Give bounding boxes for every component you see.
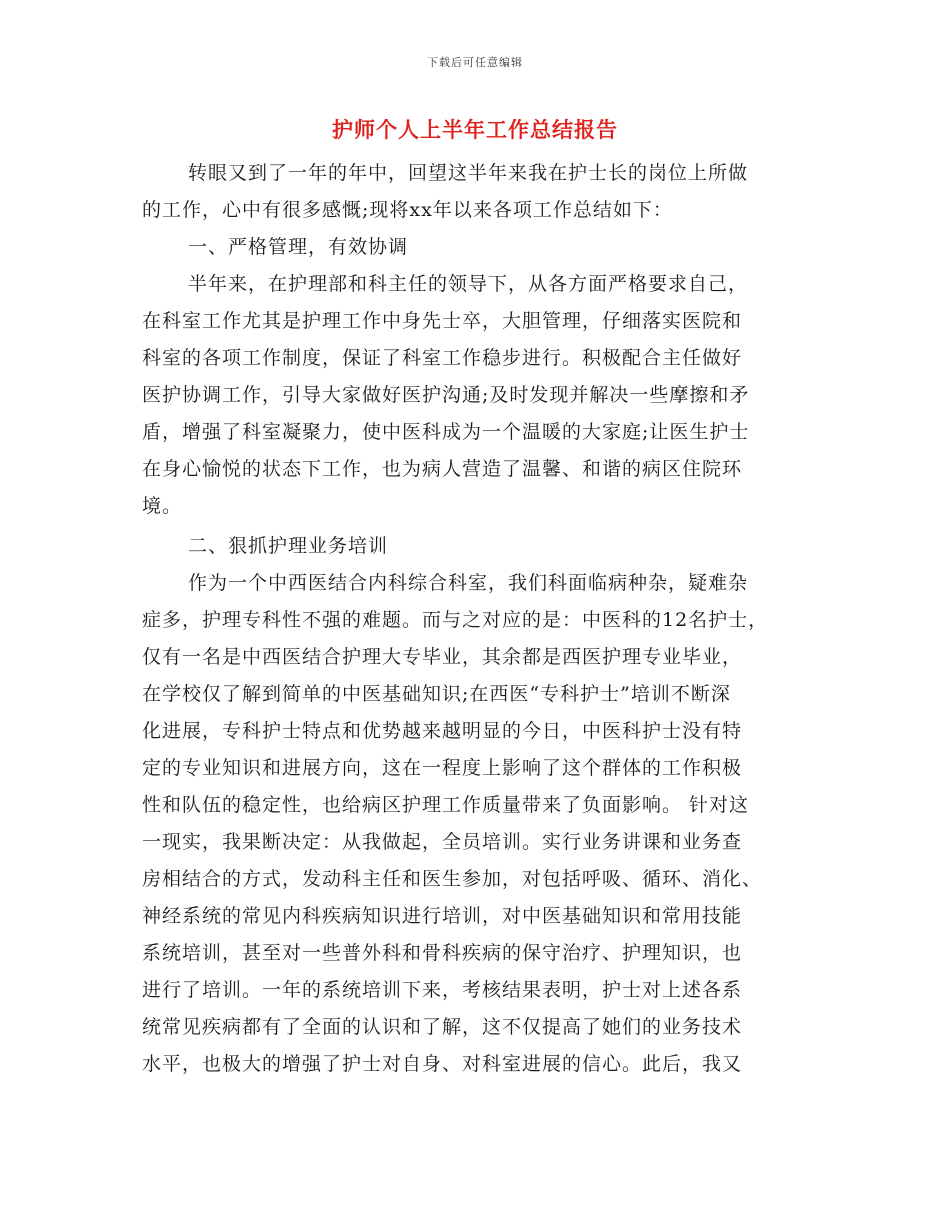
paragraph-line: 水平，也极大的增强了护士对自身、对科室进展的信心。此后，我又	[142, 1053, 743, 1075]
paragraph-line: 进行了培训。一年的系统培训下来，考核结果表明，护士对上述各系	[142, 979, 743, 1001]
paragraph-line: 在科室工作尤其是护理工作中身先士卒，大胆管理，仔细落实医院和	[142, 310, 743, 332]
paragraph-line: 盾，增强了科室凝聚力，使中医科成为一个温暖的大家庭;让医生护士	[142, 421, 750, 443]
paragraph-line: 半年来，在护理部和科主任的领导下，从各方面严格要求自己，	[188, 273, 749, 295]
paragraph-line: 医护协调工作，引导大家做好医护沟通;及时发现并解决一些摩擦和矛	[142, 384, 750, 406]
paragraph-line: 定的专业知识和进展方向，这在一程度上影响了这个群体的工作积极	[142, 757, 743, 779]
paragraph-line: 系统培训，甚至对一些普外科和骨科疾病的保守治疗、护理知识，也	[142, 942, 743, 964]
paragraph-line: 神经系统的常见内科疾病知识进行培训，对中医基础知识和常用技能	[142, 905, 743, 927]
document-title: 护师个人上半年工作总结报告	[332, 117, 618, 142]
paragraph-line: 的工作，心中有很多感慨;现将xx年以来各项工作总结如下：	[142, 199, 673, 221]
paragraph-line: 作为一个中西医结合内科综合科室，我们科面临病种杂，疑难杂	[188, 572, 749, 594]
section-heading: 二、狠抓护理业务培训	[188, 535, 389, 557]
paragraph-line: 房相结合的方式，发动科主任和医生参加，对包括呼吸、循环、消化、	[142, 868, 763, 890]
paragraph-line: 仅有一名是中西医结合护理大专毕业，其余都是西医护理专业毕业，	[142, 646, 743, 668]
paragraph-line: 境。	[142, 495, 183, 517]
paragraph-line: 统常见疾病都有了全面的认识和了解，这不仅提高了她们的业务技术	[142, 1016, 743, 1038]
paragraph-line: 化进展，专科护士特点和优势越来越明显的今日，中医科护士没有特	[142, 720, 743, 742]
paragraph-line: 在学校仅了解到简单的中医基础知识;在西医“专科护士”培训不断深	[142, 683, 731, 705]
paragraph-line: 性和队伍的稳定性，也给病区护理工作质量带来了负面影响。 针对这	[142, 794, 750, 816]
section-heading: 一、严格管理，有效协调	[188, 236, 409, 258]
paragraph-line: 在身心愉悦的状态下工作，也为病人营造了温馨、和谐的病区住院环	[142, 458, 743, 480]
paragraph-line: 科室的各项工作制度，保证了科室工作稳步进行。积极配合主任做好	[142, 347, 743, 369]
paragraph-line: 转眼又到了一年的年中，回望这半年来我在护士长的岗位上所做	[188, 162, 749, 184]
header-note: 下载后可任意编辑	[427, 56, 523, 69]
paragraph-line: 一现实，我果断决定：从我做起，全员培训。实行业务讲课和业务查	[142, 831, 743, 853]
paragraph-line: 症多，护理专科性不强的难题。而与之对应的是：中医科的12名护士，	[142, 609, 769, 631]
